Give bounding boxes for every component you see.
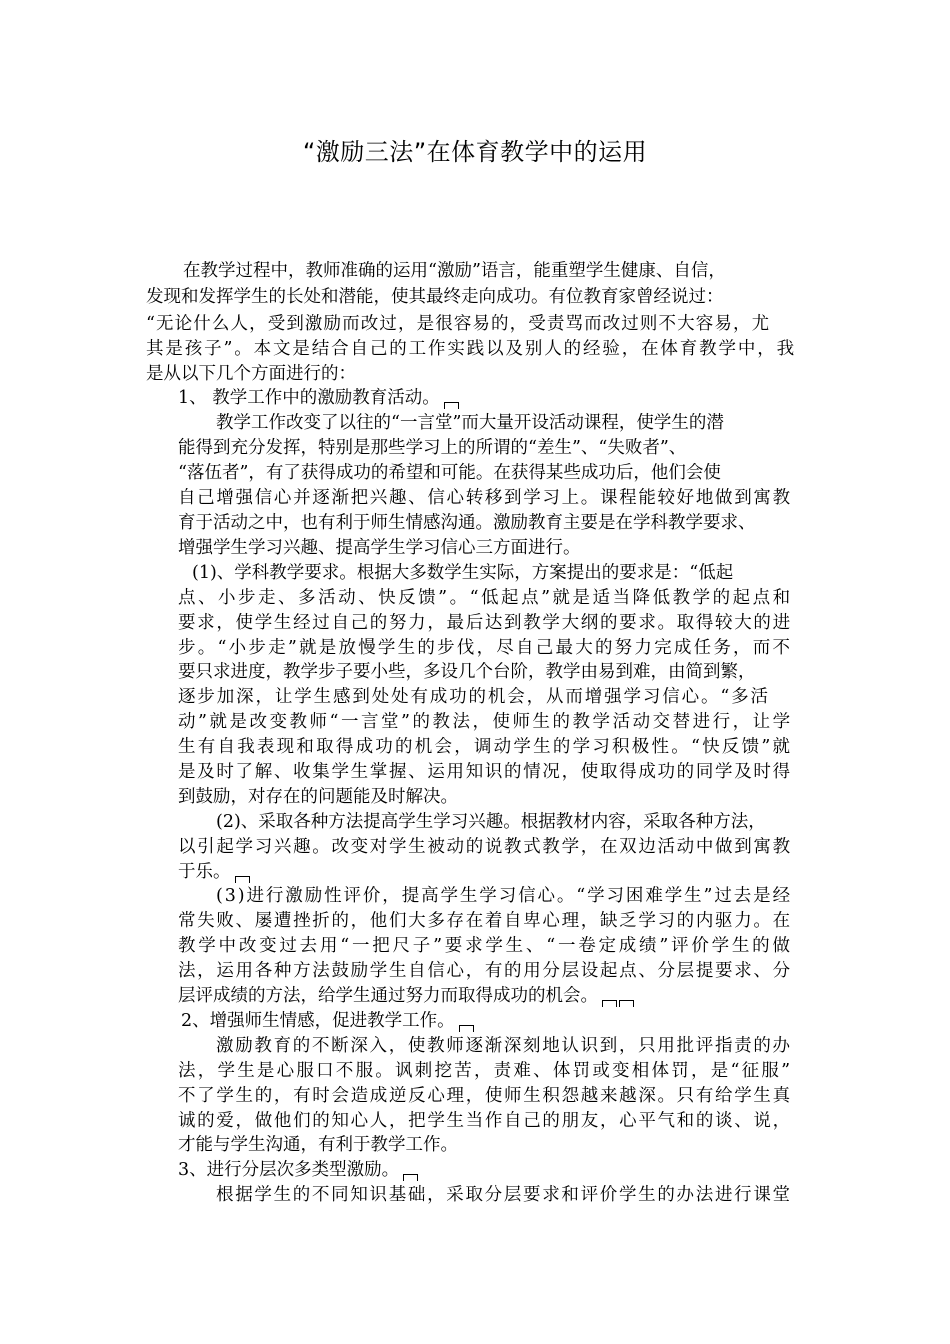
text-line [216, 410, 724, 436]
text-line [178, 485, 792, 511]
text-line-content: (3)进行激励性评价，提高学生学习信心。“学习困难学生”过去是经 [216, 886, 792, 906]
text-line-content: 3、进行分层次多类型激励。 [178, 1160, 400, 1180]
text-line-content: 到鼓励，对存在的问题能及时解决。 [178, 787, 458, 807]
text-line [178, 385, 459, 411]
text-line-content: 其是孩子”。本文是结合自己的工作实践以及别人的经验，在体育教学中，我 [146, 339, 797, 359]
text-line-content: 增强学生学习兴趣、提高学生学习信心三方面进行。 [178, 538, 581, 558]
text-line [178, 460, 721, 486]
text-line [216, 809, 766, 835]
text-line-content: 点、小步走、多活动、快反馈”。“低起点”就是适当降低教学的起点和 [178, 588, 793, 608]
text-line-content: 在教学过程中，教师准确的运用“激励”语言，能重塑学生健康、自信， [183, 261, 726, 281]
paragraph-mark-icon [235, 876, 250, 883]
text-line-content: 层评成绩的方法，给学生通过努力而取得成功的机会。 [178, 986, 598, 1006]
text-line-content: 根据学生的不同知识基础，采取分层要求和评价学生的办法进行课堂 [216, 1185, 792, 1205]
text-line [216, 1182, 792, 1208]
text-line-content: 激励教育的不断深入，使教师逐渐深刻地认识到，只用批评指责的办 [216, 1036, 792, 1056]
text-line-content: (2)、采取各种方法提高学生学习兴趣。根据教材内容，采取各种方法， [216, 812, 766, 832]
text-line-content: 是从以下几个方面进行的： [146, 364, 356, 384]
text-line [178, 684, 770, 710]
text-line-content: 要只求进度，教学步子要小些，多设几个台阶，教学由易到难，由简到繁， [178, 662, 756, 682]
text-line [146, 361, 356, 387]
paragraph-mark-icon [403, 1174, 418, 1181]
text-line-content: 要求，使学生经过自己的努力，最后达到教学大纲的要求。取得较大的进 [178, 613, 792, 633]
text-line-content: 1、 教学工作中的激励教育活动。 [178, 388, 440, 408]
text-line-content: 发现和发挥学生的长处和潜能，使其最终走向成功。有位教育家曾经说过： [146, 287, 724, 307]
text-line-content: 动”就是改变教师“一言堂”的教法，使师生的教学活动交替进行，让学 [178, 712, 793, 732]
text-line-content: 教学工作改变了以往的“一言堂”而大量开设活动课程，使学生的潜 [216, 413, 724, 433]
paragraph-mark-icon [619, 1000, 634, 1007]
text-line [178, 610, 792, 636]
text-line [178, 933, 793, 959]
text-line-content: 法，运用各种方法鼓励学生自信心，有的用分层设起点、分层提要求、分 [178, 961, 792, 981]
text-line [178, 435, 686, 461]
text-line [178, 784, 458, 810]
text-line-content: 以引起学习兴趣。改变对学生被动的说教式教学，在双边活动中做到寓教 [178, 837, 792, 857]
text-line [216, 1033, 792, 1059]
text-line [183, 258, 726, 284]
text-line [178, 759, 792, 785]
text-line [178, 1083, 792, 1109]
document-title: “激励三法”在体育教学中的运用 [302, 138, 648, 166]
text-line-content: “无论什么人，受到激励而改过，是很容易的，受责骂而改过则不大容易，尤 [146, 314, 771, 334]
paragraph-mark-icon [459, 1025, 474, 1032]
text-line-content: 教学中改变过去用“一把尺子”要求学生、“一卷定成绩”评价学生的做 [178, 936, 793, 956]
text-line [181, 1008, 474, 1034]
text-line-content: 育于活动之中，也有利于师生情感沟通。激励教育主要是在学科教学要求、 [178, 513, 756, 533]
text-line-content: 于乐。 [178, 862, 231, 882]
text-line-content: 2、增强师生情感，促进教学工作。 [181, 1011, 455, 1031]
text-line [178, 1058, 792, 1084]
text-line [178, 659, 756, 685]
text-line [178, 1157, 418, 1183]
text-line-content: “落伍者”，有了获得成功的希望和可能。在获得某些成功后，他们会使 [178, 463, 721, 483]
text-line [178, 983, 634, 1009]
text-line [178, 958, 792, 984]
text-line-content: 不了学生的，有时会造成逆反心理，使师生积怨越来越深。只有给学生真 [178, 1086, 792, 1106]
text-line-content: (1)、学科教学要求。根据大多数学生实际，方案提出的要求是：“低起 [192, 563, 734, 583]
text-line-content: 诚的爱，做他们的知心人，把学生当作自己的朋友，心平气和的谈、说， [178, 1111, 792, 1131]
text-line-content: 常失败、屡遭挫折的，他们大多存在着自卑心理，缺乏学习的内驱力。在 [178, 911, 792, 931]
text-line [178, 908, 792, 934]
text-line-content: 自己增强信心并逐渐把兴趣、信心转移到学习上。课程能较好地做到寓教 [178, 488, 792, 508]
text-line [178, 635, 792, 661]
paragraph-mark-icon [444, 402, 459, 409]
text-line-content: 生有自我表现和取得成功的机会，调动学生的学习积极性。“快反馈”就 [178, 737, 793, 757]
text-line [178, 709, 793, 735]
text-line-content: 是及时了解、收集学生掌握、运用知识的情况，使取得成功的同学及时得 [178, 762, 792, 782]
text-line [178, 535, 581, 561]
text-line-content: 法，学生是心服口不服。讽刺挖苦，责难、体罚或变相体罚，是“征服” [178, 1061, 793, 1081]
text-line [146, 336, 796, 362]
text-line [146, 311, 770, 337]
text-line [178, 1132, 458, 1158]
text-line-content: 才能与学生沟通，有利于教学工作。 [178, 1135, 458, 1155]
text-line-content: 步。“小步走”就是放慢学生的步伐，尽自己最大的努力完成任务，而不 [178, 638, 793, 658]
text-line [178, 585, 793, 611]
text-line [178, 510, 756, 536]
text-line-content: 能得到充分发挥，特别是那些学习上的所谓的“差生”、“失败者”、 [178, 438, 687, 458]
text-line [192, 560, 733, 586]
text-line [216, 883, 792, 909]
text-line [178, 1108, 792, 1134]
text-line-content: 逐步加深，让学生感到处处有成功的机会，从而增强学习信心。“多活 [178, 687, 770, 707]
text-line [178, 859, 250, 885]
text-line [146, 284, 724, 310]
text-line [178, 734, 792, 760]
paragraph-mark-icon [602, 1000, 617, 1007]
text-line [178, 834, 792, 860]
